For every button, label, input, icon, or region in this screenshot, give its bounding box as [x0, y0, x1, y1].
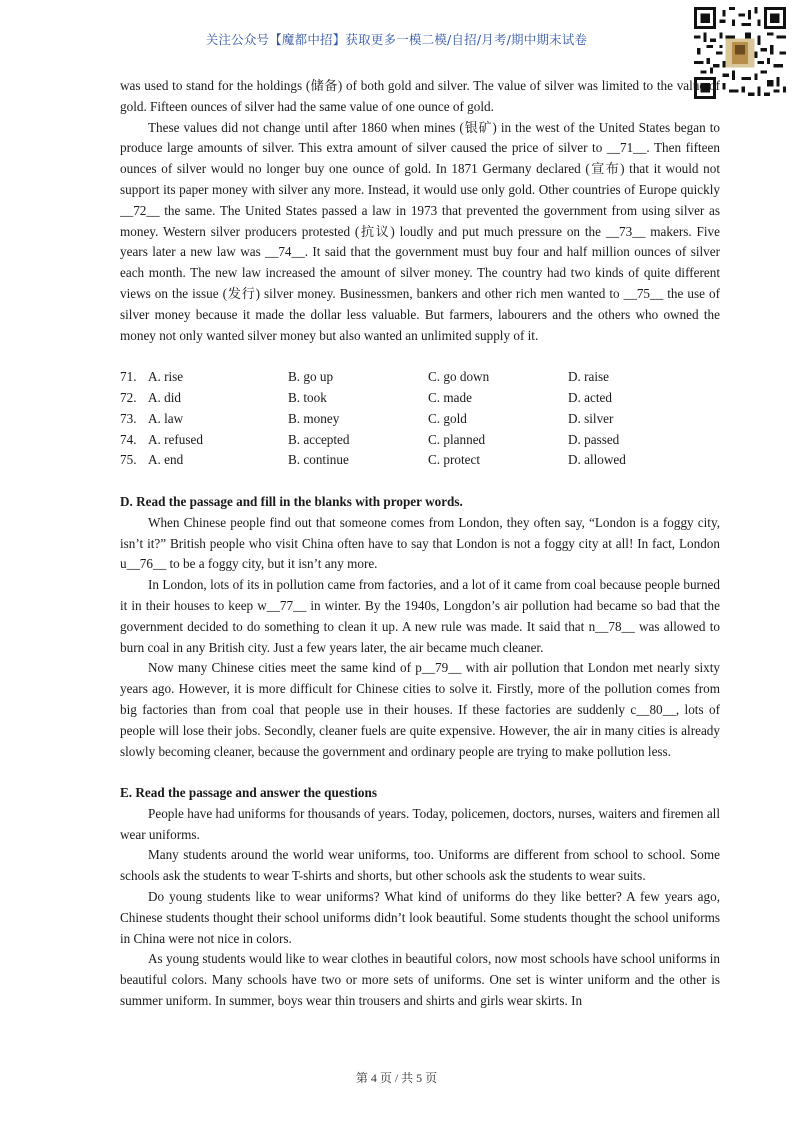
section-e-paragraph: Do young students like to wear uniforms? What kind of uniforms do they like better? A few years ago, Chinese students thought their school uniforms didn’t look beautiful. Some students thought the school uniforms in China were not nice in colors. — [120, 889, 720, 946]
option-number: 71. — [120, 369, 137, 385]
header-banner: 关注公众号【魔都中招】获取更多一模二模/自招/月考/期中期末试卷 — [205, 32, 588, 47]
option-a: A. law — [148, 410, 184, 426]
option-b: B. go up — [288, 369, 334, 385]
option-number: 73. — [120, 410, 137, 426]
option-d: D. raise — [568, 369, 610, 385]
option-a: A. end — [148, 452, 184, 468]
option-b: B. took — [288, 389, 327, 405]
option-row-71 — [120, 367, 720, 388]
option-c: C. planned — [428, 431, 486, 447]
option-d: D. acted — [568, 389, 612, 405]
passage-c-paragraph: was used to stand for the holdings (储备) of both gold and silver. The value of silver was limited to the value of gold. Fifteen ounces of silver had the same value of one ounce of gold. — [120, 78, 720, 114]
section-e-paragraph: People have had uniforms for thousands of years. Today, policemen, doctors, nurses, waiters and firemen all wear uniforms. — [120, 805, 720, 842]
section-d-paragraph: In London, lots of its in pollution came from factories, and a lot of it came from coal because people burned it in their houses to keep w__77__ in winter. By the 1940s, Longdon’s air pollution had became so bad that the government decided to do something to clean it up. A new rule was made. It said that n__78__ was allowed to burn coal in any British city. Just a few years later, the air became much cleaner. — [120, 577, 720, 655]
option-b: B. accepted — [288, 431, 350, 447]
page-number: 第 4 页 / 共 5 页 — [355, 1071, 438, 1085]
option-b: B. continue — [288, 452, 349, 468]
option-c: C. made — [428, 389, 472, 405]
option-d: D. passed — [568, 431, 620, 447]
option-row-73 — [120, 409, 720, 430]
option-c: C. go down — [428, 369, 490, 385]
section-e-paragraph: Many students around the world wear uniforms, too. Uniforms are different from school to school. Some schools ask the students to wear T-shirts and shorts, but other schools ask the students to wear suits. — [120, 847, 720, 884]
option-a: A. refused — [148, 431, 203, 447]
option-b: B. money — [288, 410, 340, 426]
page-content — [120, 76, 720, 1012]
section-d-paragraph: When Chinese people find out that someone comes from London, they often say, “London is a foggy city, isn’t it?” British people who visit China often have to say that London is not a foggy city at all! In fact, London u__76__ to be a foggy city, but it isn’t any more. — [120, 514, 720, 572]
option-number: 72. — [120, 389, 137, 405]
option-d: D. allowed — [568, 452, 626, 468]
option-a: A. did — [148, 389, 181, 405]
option-number: 74. — [120, 431, 137, 447]
passage-c-paragraph: These values did not change until after 1860 when mines (银矿) in the west of the United States began to produce large amounts of silver. This extra amount of silver caused the price of silver to __71__. Then fifteen ounces of silver would no longer buy one ounce of gold. In 1871 Germany declared (宣布) that it would not support its paper money with silver any more. Instead, it would use only gold. Other countries of Europe quickly __72__ the same. The United States passed a law in 1973 that prevented the government from using silver as money. Western silver producers protested (抗议) loudly and put much pressure on the __73__ makers. Five years later a new law was __74__. It said that the government must buy four and half million ounces of silver each month. The new law increased the amount of silver money. The country had two kinds of quite different views on the issue (发行) silver money. Businessmen, bankers and other rich men wanted to __75__ the use of silver money because it made the dollar less valuable. But farmers, labourers and the others who owned the money not only wanted silver money but also wanted an unlimited supply of it. — [120, 119, 720, 343]
option-row-72 — [120, 388, 720, 409]
option-row-75 — [120, 450, 720, 471]
option-d: D. silver — [568, 410, 614, 426]
section-d-title: D. Read the passage and fill in the blanks with proper words. — [120, 493, 463, 509]
options-table — [120, 367, 720, 471]
option-c: C. protect — [428, 452, 481, 468]
option-number: 75. — [120, 452, 137, 468]
option-row-74 — [120, 430, 720, 451]
option-c: C. gold — [428, 410, 467, 426]
option-a: A. rise — [148, 369, 184, 385]
section-d-paragraph: Now many Chinese cities meet the same kind of p__79__ with air pollution that London met nearly sixty years ago. However, it is more difficult for Chinese cities to solve it. Firstly, more of the pollution comes from big factories than from coal that people use in their houses. If these factories are suddenly c__80__, lots of people will lose their jobs. Secondly, cleaner fuels are quite expensive. However, the air in many cities is already slowly becoming cleaner, because the government and ordinary people are trying to make pollution less. — [120, 660, 720, 759]
section-e-paragraph: As young students would like to wear clothes in beautiful colors, now most schools have school uniforms in beautiful colors. Many schools have two or more sets of uniforms. One set is winter uniform and the other is summer uniform. In summer, boys wear thin trousers and shirts and girls wear skirts. In — [120, 951, 720, 1009]
section-e-title: E. Read the passage and answer the questions — [120, 785, 377, 801]
